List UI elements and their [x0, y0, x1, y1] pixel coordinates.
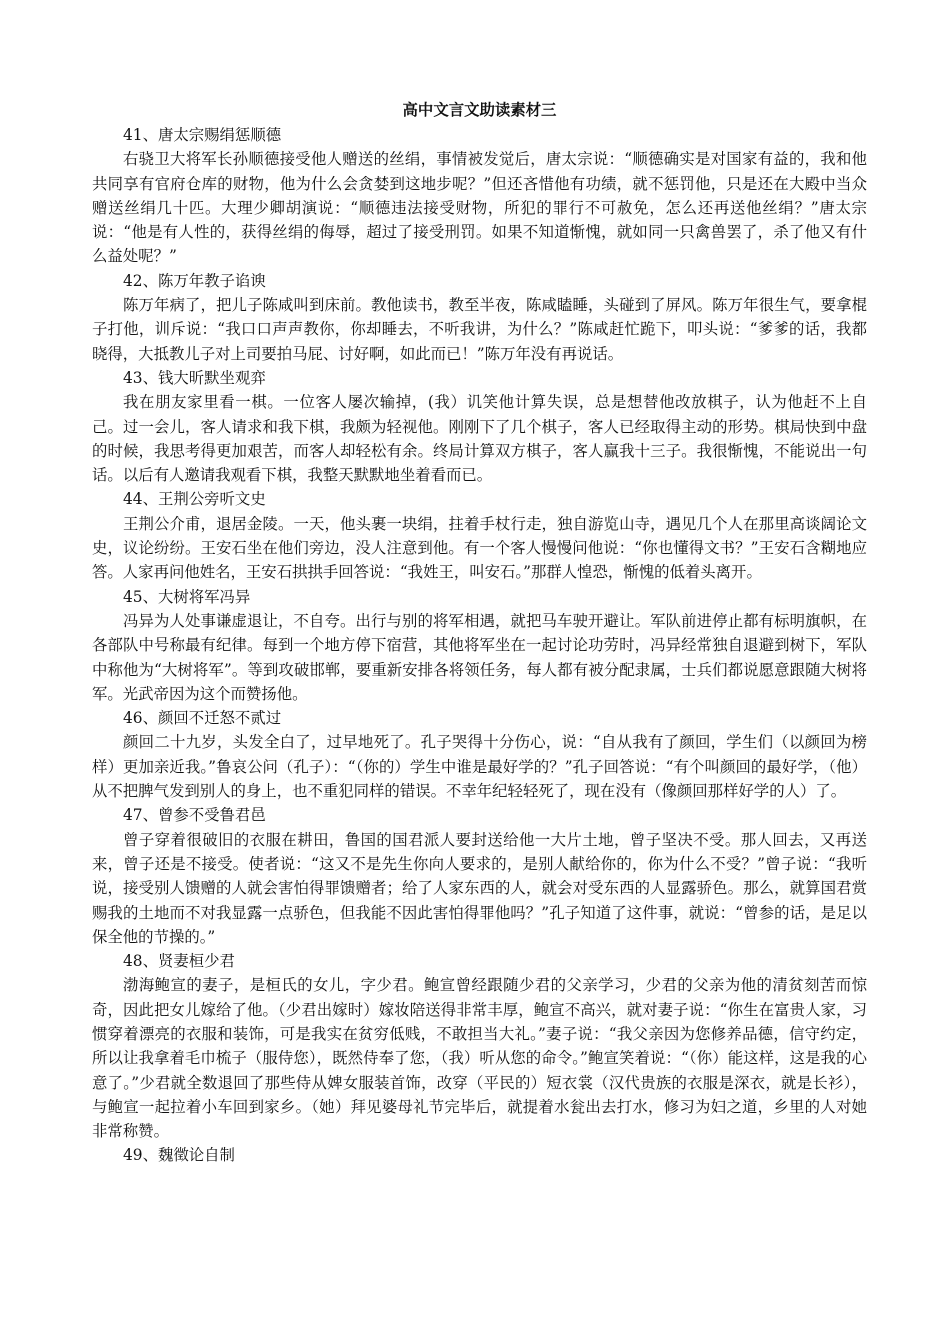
section-heading-47: 47、曾参不受鲁君邑: [123, 806, 266, 825]
section-paragraph-47: 曾子穿着很破旧的衣服在耕田，鲁国的国君派人要封送给他一大片土地，曾子坚决不受。那人回去，又再送来，曾子还是不接受。使者说：“这又不是先生你向人要求的，是别人献给你的，你为什么不受？”曾子说：“我听说，接受别人馈赠的人就会害怕得罪馈赠者；给了人家东西的人，就会对受东西的人显露骄色。那么，就算国君赏赐我的土地而不对我显露一点骄色，但我能不因此害怕得罪他吗？”孔子知道了这件事，就说：“曾参的话，是足以保全他的节操的。”: [92, 830, 867, 946]
section-heading-49: 49、魏徵论自制: [123, 1146, 235, 1165]
section-paragraph-45: 冯异为人处事谦虚退让，不自夸。出行与别的将军相遇，就把马车驶开避让。军队前进停止都有标明旗帜，在各部队中号称最有纪律。每到一个地方停下宿营，其他将军坐在一起讨论功劳时，冯异经常独自退避到树下，军队中称他为“大树将军”。等到攻破邯郸，要重新安排各将领任务，每人都有被分配隶属，士兵们都说愿意跟随大树将军。光武帝因为这个而赞扬他。: [92, 611, 867, 703]
section-heading-44: 44、王荆公旁听文史: [123, 490, 266, 509]
section-paragraph-43: 我在朋友家里看一棋。一位客人屡次输掉，(我）讥笑他计算失误，总是想替他改放棋子，认为他赶不上自己。过一会儿，客人请求和我下棋，我颇为轻视他。刚刚下了几个棋子，客人已经取得主动的形势。棋局快到中盘的时候，我思考得更加艰苦，而客人却轻松有余。终局计算双方棋子，客人赢我十三子。我很惭愧，不能说出一句话。以后有人邀请我观看下棋，我整天默默地坐着看而已。: [92, 393, 867, 485]
section-heading-46: 46、颜回不迁怒不贰过: [123, 709, 282, 728]
section-heading-42: 42、陈万年教子谄谀: [123, 271, 266, 290]
section-heading-48: 48、贤妻桓少君: [123, 952, 235, 971]
section-heading-43: 43、钱大昕默坐观弈: [123, 368, 266, 387]
section-heading-41: 41、唐太宗赐绢惩顺德: [123, 126, 282, 144]
section-paragraph-41: 右骁卫大将军长孙顺德接受他人赠送的丝绢，事情被发觉后，唐太宗说：“顺德确实是对国家有益的，我和他共同享有官府仓库的财物，他为什么会贪婪到这地步呢？”但还吝惜他有功绩，就不惩罚他，只是还在大殿中当众赠送丝绢几十匹。大理少卿胡演说：“顺德违法接受财物，所犯的罪行不可赦免，怎么还再送他丝绢？”唐太宗说：“他是有人性的，获得丝绢的侮辱，超过了接受刑罚。如果不知道惭愧，就如同一只禽兽罢了，杀了他又有什么益处呢？”: [92, 150, 867, 266]
section-paragraph-44: 王荆公介甫，退居金陵。一天，他头裹一块绢，拄着手杖行走，独自游览山寺，遇见几个人在那里高谈阔论文史，议论纷纷。王安石坐在他们旁边，没人注意到他。有一个客人慢慢问他说：“你也懂得文书？”王安石含糊地应答。人家再问他姓名，王安石拱拱手回答说：“我姓王，叫安石。”那群人惶恐，惭愧的低着头离开。: [92, 514, 867, 582]
section-paragraph-46: 颜回二十九岁，头发全白了，过早地死了。孔子哭得十分伤心，说：“自从我有了颜回，学生们（以颜回为榜样）更加亲近我。”鲁哀公问（孔子）：“（你的）学生中谁是最好学的？”孔子回答说：“有个叫颜回的最好学，（他）从不把脾气发到别人的身上，也不重犯同样的错误。不幸年纪轻轻死了，现在没有（像颜回那样好学的人）了。: [92, 733, 867, 801]
section-heading-45: 45、大树将军冯异: [123, 587, 251, 606]
section-paragraph-42: 陈万年病了，把儿子陈咸叫到床前。教他读书，教至半夜，陈咸瞌睡，头碰到了屏风。陈万年很生气，要拿棍子打他，训斥说：“我口口声声教你，你却睡去，不听我讲，为什么？”陈咸赶忙跪下，叩头说：“爹爹的话，我都晓得，大抵教儿子对上司要拍马屁、讨好啊，如此而已！”陈万年没有再说话。: [92, 296, 867, 363]
page-title: 高中文言文助读素材三: [402, 101, 557, 119]
document-page: [92, 98, 867, 1168]
section-paragraph-48: 渤海鲍宣的妻子，是桓氏的女儿，字少君。鲍宣曾经跟随少君的父亲学习，少君的父亲为他的清贫刻苦而惊奇，因此把女儿嫁给了他。（少君出嫁时）嫁妆陪送得非常丰厚，鲍宣不高兴，就对妻子说：“你生在富贵人家，习惯穿着漂亮的衣服和装饰，可是我实在贫穷低贱，不敢担当大礼。”妻子说：“我父亲因为您修养品德，信守约定，所以让我拿着毛巾梳子（服侍您），既然侍奉了您，（我）听从您的命令。”鲍宣笑着说：“（你）能这样，这是我的心意了。”少君就全数退回了那些侍从婢女服装首饰，改穿（平民的）短衣裳（汉代贵族的衣服是深衣，就是长衫），与鲍宣一起拉着小车回到家乡。（她）拜见婆母礼节完毕后，就提着水瓮出去打水，修习为妇之道，乡里的人对她非常称赞。: [92, 976, 867, 1141]
